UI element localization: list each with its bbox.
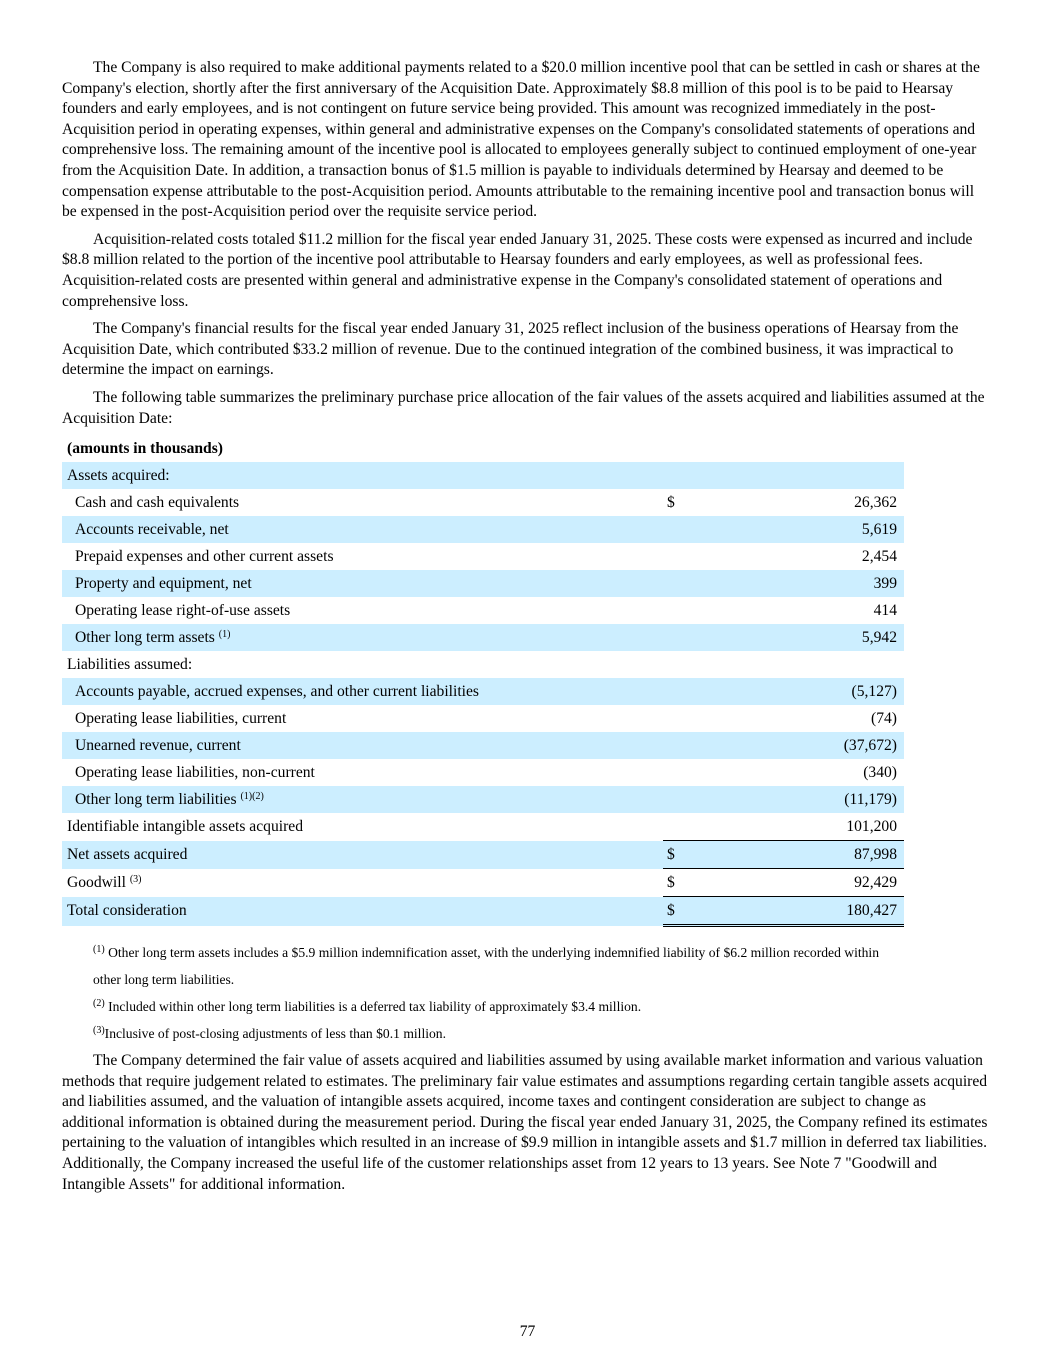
row-currency xyxy=(663,705,683,732)
row-currency xyxy=(663,786,683,813)
table-row xyxy=(62,624,904,651)
row-label: Other long term liabilities $^{(1)(2)}$ xyxy=(62,786,663,813)
row-amount xyxy=(683,651,904,678)
row-currency xyxy=(663,462,683,489)
table-row xyxy=(62,705,904,732)
table-row xyxy=(62,813,904,841)
row-label: Liabilities assumed: xyxy=(67,655,193,673)
row-currency: $ xyxy=(663,869,683,897)
row-amount: 92,429 xyxy=(683,869,904,897)
row-amount: 180,427 xyxy=(683,897,904,926)
paragraph-fair-value: The Company determined the fair value of assets acquired and liabilities assumed by using available market information and various valuation methods that require judgement related to estimates. The preliminary fair value estimates and assumptions regarding certain tangible assets acquired and liabilities assumed, and the valuation of intangible assets acquired, income taxes and contingent consideration are subject to change as additional information is obtained during the measurement period. During the fiscal year ended January 31, 2025, the Company refined its estimates pertaining to the valuation of intangibles which resulted in an increase of $9.9 million in intangible assets and $1.7 million in deferred tax liabilities. Additionally, the Company increased the useful life of the customer relationships asset from 12 years to 13 years. See Note 7 "Goodwill and Intangible Assets" for additional information. xyxy=(62,1052,988,1193)
table-row xyxy=(62,869,904,897)
row-amount xyxy=(683,462,904,489)
row-amount: 2,454 xyxy=(861,547,897,565)
table-row xyxy=(62,678,904,705)
row-currency xyxy=(663,678,683,705)
footnote-1: $^{(1)}$ Other long term assets includes a $5.9 million indemnification asset, with the underlying indemnified liability of $6.2 million recorded within xyxy=(93,944,879,961)
footnotes xyxy=(62,939,992,1047)
row-label: Property and equipment, net xyxy=(62,570,663,597)
row-currency xyxy=(663,732,683,759)
purchase-price-allocation-table xyxy=(62,436,904,927)
table-units-header: (amounts in thousands) xyxy=(62,436,904,462)
footnote-marker: (1)(2) xyxy=(240,790,264,802)
row-currency xyxy=(663,651,683,678)
row-amount: (74) xyxy=(871,709,897,727)
row-currency xyxy=(663,543,683,570)
table-header-row xyxy=(62,436,904,462)
footnote-2: $^{(2)}$ Included within other long term liabilities is a deferred tax liability of approximately $3.4 million. xyxy=(93,998,642,1015)
row-amount: 414 xyxy=(873,601,897,619)
row-amount: 399 xyxy=(683,570,904,597)
page-number: 77 xyxy=(519,1323,536,1340)
table-row-subtotal xyxy=(62,841,904,869)
row-amount: 5,942 xyxy=(683,624,904,651)
paragraph-acquisition-costs: Acquisition-related costs totaled $11.2 million for the fiscal year ended January 31, 2025. These costs were expensed as incurred and include $8.8 million related to the portion of the incentive pool attributable to Hearsay founders and early employees, as well as professional fees. Acquisition-related costs are presented within general and administrative expense in the Company's consolidated statement of operations and comprehensive loss. xyxy=(62,230,973,310)
row-amount: (37,672) xyxy=(683,732,904,759)
row-currency: $ xyxy=(667,493,675,511)
table-row xyxy=(62,786,904,813)
table-row xyxy=(62,651,904,678)
row-amount: 26,362 xyxy=(854,493,897,511)
footnote-mark: (1) xyxy=(93,944,105,956)
row-label: Goodwill $^{(3)}$ xyxy=(67,873,142,891)
document-page xyxy=(62,58,992,1202)
table-row xyxy=(62,462,904,489)
row-amount: (5,127) xyxy=(683,678,904,705)
row-label: Accounts payable, accrued expenses, and other current liabilities xyxy=(62,678,663,705)
row-label: Assets acquired: xyxy=(62,462,663,489)
footnote-3: $^{(3)}$Inclusive of post-closing adjustments of less than $0.1 million. xyxy=(93,1025,446,1042)
row-currency xyxy=(663,624,683,651)
row-currency xyxy=(663,759,683,786)
row-label: Other long term assets $^{(1)}$ xyxy=(62,624,663,651)
table-row xyxy=(62,489,904,516)
row-currency xyxy=(663,597,683,624)
row-label: Unearned revenue, current xyxy=(62,732,663,759)
table-row xyxy=(62,732,904,759)
table-row xyxy=(62,516,904,543)
row-label: Accounts receivable, net xyxy=(62,516,663,543)
row-amount: 5,619 xyxy=(683,516,904,543)
row-currency: $ xyxy=(663,841,683,869)
table-row-total xyxy=(62,897,904,926)
row-amount: (11,179) xyxy=(683,786,904,813)
row-currency xyxy=(663,570,683,597)
paragraph-incentive-pool: The Company is also required to make additional payments related to a $20.0 million incentive pool that can be settled in cash or shares at the Company's election, shortly after the first anniversary of the Acquisition Date. Approximately $8.8 million of this pool is to be paid to Hearsay founders and early employees, and is not contingent on future service being provided. This amount was recognized immediately in the post-Acquisition period in operating expenses, within general and administrative expenses on the Company's consolidated statements of operations and comprehensive loss. The remaining amount of the incentive pool is allocated to employees generally subject to continued employment of one-year from the Acquisition Date. In addition, a transaction bonus of $1.5 million is payable to individuals determined by Hearsay and deemed to be compensation expense attributable to the post-Acquisition period. Amounts attributable to the remaining incentive pool and transaction bonus will be expensed in the post-Acquisition period over the requisite service period. xyxy=(62,59,980,221)
paragraph-financial-results: The Company's financial results for the fiscal year ended January 31, 2025 reflect inclusion of the business operations of Hearsay from the Acquisition Date, which contributed $33.2 million of revenue. Due to the continued integration of the combined business, it was impractical to determine the impact on earnings. xyxy=(62,320,959,379)
footnote-marker: (1) xyxy=(218,628,231,640)
row-label: Identifiable intangible assets acquired xyxy=(67,817,303,835)
table-row xyxy=(62,570,904,597)
row-amount: 87,998 xyxy=(683,841,904,869)
footnote-mark: (3) xyxy=(93,1025,105,1037)
row-currency xyxy=(663,516,683,543)
row-amount: 101,200 xyxy=(846,817,897,835)
paragraph-table-intro: The following table summarizes the preliminary purchase price allocation of the fair values of the assets acquired and liabilities assumed at the Acquisition Date: xyxy=(62,388,985,427)
footnote-marker: (3) xyxy=(129,873,142,885)
row-label: Operating lease right-of-use assets xyxy=(75,601,291,619)
row-label: Net assets acquired xyxy=(62,841,663,869)
footnote-1-continued: other long term liabilities. xyxy=(93,972,235,988)
table-row xyxy=(62,543,904,570)
footnote-mark: (2) xyxy=(93,998,105,1010)
table-row xyxy=(62,597,904,624)
row-currency: $ xyxy=(663,897,683,926)
row-label: Operating lease liabilities, non-current xyxy=(75,763,315,781)
row-label: Operating lease liabilities, current xyxy=(75,709,287,727)
row-currency xyxy=(663,813,683,841)
table-row xyxy=(62,759,904,786)
row-amount: (340) xyxy=(863,763,897,781)
row-label: Total consideration xyxy=(62,897,663,926)
row-label: Cash and cash equivalents xyxy=(75,493,240,511)
row-label: Prepaid expenses and other current assets xyxy=(75,547,334,565)
